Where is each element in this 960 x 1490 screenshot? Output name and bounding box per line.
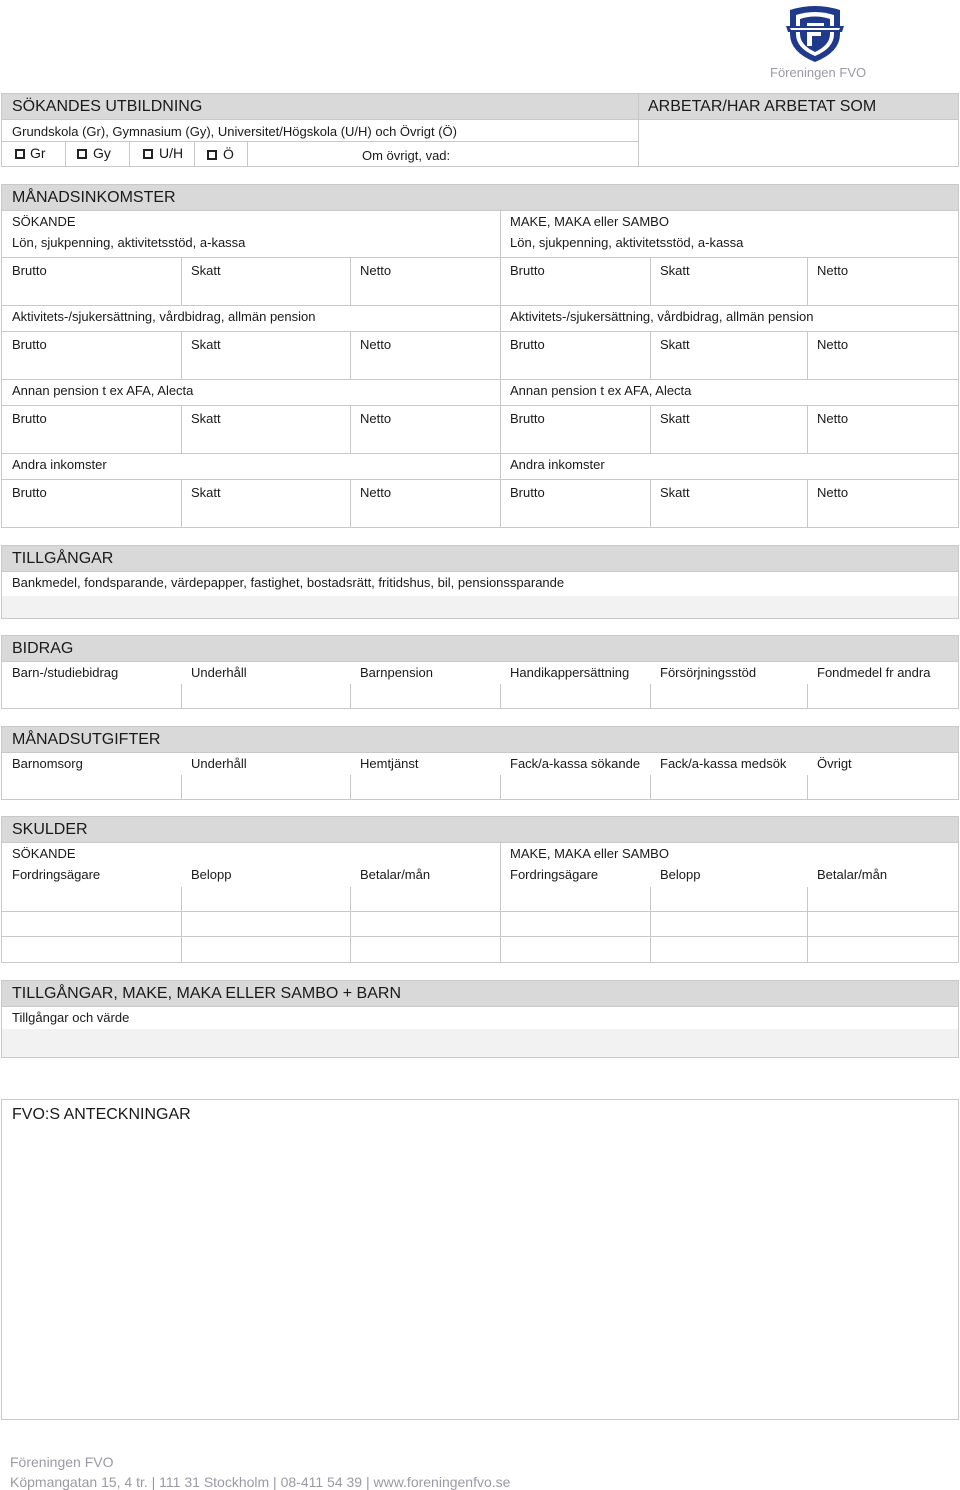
income-group-label: Aktivitets-/sjukersättning, vårdbidrag, allmän pension — [510, 309, 814, 324]
option-gr-label: Gr — [30, 145, 46, 161]
assets-desc: Bankmedel, fondsparande, värdepapper, fastighet, bostadsrätt, fritidshus, bil, pensionssparande — [12, 575, 565, 590]
footer-org: Föreningen FVO — [10, 1454, 114, 1470]
debt-col: Fordringsägare — [12, 867, 101, 882]
col-brutto: Brutto — [12, 337, 47, 352]
col-netto: Netto — [817, 411, 849, 426]
expense-col: Fack/a-kassa medsök — [660, 756, 787, 771]
col-netto: Netto — [817, 485, 849, 500]
education-title: SÖKANDES UTBILDNING — [12, 98, 203, 115]
income-group-label: Aktivitets-/sjukersättning, vårdbidrag, allmän pension — [12, 309, 316, 324]
partner-assets-section — [1, 980, 959, 1058]
col-netto: Netto — [817, 263, 849, 278]
col-netto: Netto — [817, 337, 849, 352]
expense-col: Barnomsorg — [12, 756, 83, 771]
grants-section — [1, 635, 959, 709]
expenses-title: MÅNADSUTGIFTER — [12, 731, 161, 748]
income-group-label: Andra inkomster — [12, 457, 107, 472]
option-uh-label: U/H — [159, 145, 184, 161]
education-subtitle: Grundskola (Gr), Gymnasium (Gy), Universitet/Högskola (U/H) och Övrigt (Ö) — [12, 124, 457, 139]
col-skatt: Skatt — [191, 485, 221, 500]
expense-col: Fack/a-kassa sökande — [510, 756, 641, 771]
expense-col: Hemtjänst — [360, 756, 419, 771]
debt-col: Betalar/mån — [817, 867, 888, 882]
income-group-label: Lön, sjukpenning, aktivitetsstöd, a-kassa — [12, 235, 246, 250]
partner-assets-desc: Tillgångar och värde — [12, 1010, 130, 1025]
footer-address: Köpmangatan 15, 4 tr. | 111 31 Stockholm | 08-411 54 39 | www.foreningenfvo.se — [10, 1474, 511, 1490]
notes-title: FVO:S ANTECKNINGAR — [12, 1106, 191, 1123]
col-skatt: Skatt — [660, 337, 690, 352]
col-brutto: Brutto — [510, 337, 545, 352]
debts-title: SKULDER — [12, 821, 88, 838]
income-group-label: Annan pension t ex AFA, Alecta — [12, 383, 194, 398]
expense-col: Underhåll — [191, 756, 247, 771]
assets-section — [1, 545, 959, 619]
expense-col: Övrigt — [817, 756, 852, 771]
debts-section — [1, 816, 959, 963]
brand-name: Föreningen FVO — [770, 65, 867, 80]
debts-left-person: SÖKANDE — [12, 846, 76, 861]
col-brutto: Brutto — [12, 411, 47, 426]
debt-col: Belopp — [191, 867, 232, 882]
grant-col: Barn-/studiebidrag — [12, 665, 119, 680]
col-netto: Netto — [360, 411, 392, 426]
col-brutto: Brutto — [12, 485, 47, 500]
debt-col: Betalar/mån — [360, 867, 431, 882]
col-brutto: Brutto — [510, 485, 545, 500]
col-skatt: Skatt — [660, 485, 690, 500]
grant-col: Handikappersättning — [510, 665, 630, 680]
income-group-label: Andra inkomster — [510, 457, 605, 472]
col-skatt: Skatt — [191, 263, 221, 278]
income-right-person: MAKE, MAKA eller SAMBO — [510, 214, 669, 229]
assets-field[interactable] — [2, 596, 958, 618]
checkbox-gr[interactable] — [15, 149, 25, 159]
grant-col: Barnpension — [360, 665, 433, 680]
option-o-label: Ö — [223, 146, 234, 162]
col-skatt: Skatt — [191, 411, 221, 426]
debt-col: Fordringsägare — [510, 867, 599, 882]
assets-title: TILLGÅNGAR — [12, 550, 114, 567]
expenses-section — [1, 726, 959, 800]
debt-col: Belopp — [660, 867, 701, 882]
partner-assets-title: TILLGÅNGAR, MAKE, MAKA ELLER SAMBO + BARN — [12, 985, 402, 1002]
col-brutto: Brutto — [510, 263, 545, 278]
col-brutto: Brutto — [12, 263, 47, 278]
income-title: MÅNADSINKOMSTER — [12, 189, 176, 206]
grants-title: BIDRAG — [12, 640, 74, 657]
income-left-person: SÖKANDE — [12, 214, 76, 229]
debts-right-person: MAKE, MAKA eller SAMBO — [510, 846, 669, 861]
work-title: ARBETAR/HAR ARBETAT SOM — [648, 98, 877, 115]
partner-assets-field[interactable] — [2, 1029, 958, 1057]
col-skatt: Skatt — [191, 337, 221, 352]
education-section — [1, 93, 959, 167]
grant-col: Försörjningsstöd — [660, 665, 757, 680]
checkbox-o[interactable] — [207, 150, 217, 160]
col-skatt: Skatt — [660, 411, 690, 426]
col-netto: Netto — [360, 337, 392, 352]
col-netto: Netto — [360, 263, 392, 278]
income-group-label: Annan pension t ex AFA, Alecta — [510, 383, 692, 398]
fvo-logo — [782, 4, 848, 64]
checkbox-uh[interactable] — [143, 149, 153, 159]
option-gy-label: Gy — [93, 145, 111, 161]
income-group-label: Lön, sjukpenning, aktivitetsstöd, a-kassa — [510, 235, 744, 250]
col-brutto: Brutto — [510, 411, 545, 426]
grant-col: Fondmedel fr andra — [817, 665, 931, 680]
income-section — [1, 184, 959, 528]
grant-col: Underhåll — [191, 665, 247, 680]
col-netto: Netto — [360, 485, 392, 500]
other-label: Om övrigt, vad: — [362, 148, 451, 163]
checkbox-gy[interactable] — [77, 149, 87, 159]
col-skatt: Skatt — [660, 263, 690, 278]
notes-section[interactable] — [1, 1099, 959, 1420]
